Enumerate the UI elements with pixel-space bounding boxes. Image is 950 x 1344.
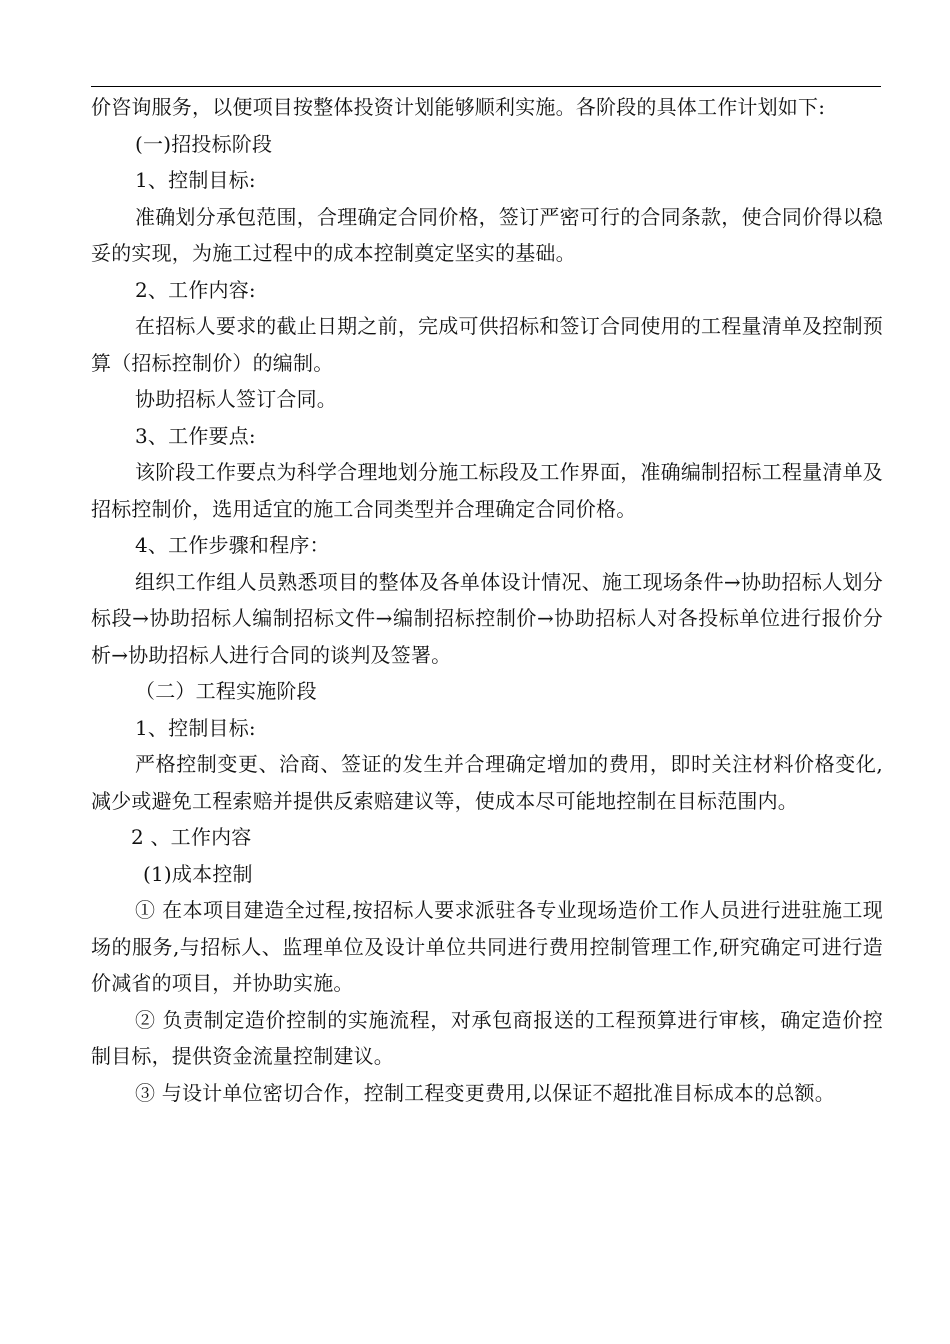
paragraph-assist-contract: 协助招标人签订合同。 [135, 387, 337, 411]
paragraph-work-content: 在招标人要求的截止日期之前，完成可供招标和签订合同使用的工程量清单及控制预算（招标控制价）的编制。 [91, 314, 883, 375]
subheading-work-steps: 4、工作步骤和程序： [135, 533, 330, 557]
paragraph-continuation: 价咨询服务，以便项目按整体投资计划能够顺利实施。各阶段的具体工作计划如下: [91, 95, 826, 119]
paragraph-work-points: 该阶段工作要点为科学合理地划分施工标段及工作界面，准确编制招标工程量清单及招标控制价，选用适宜的施工合同类型并合理确定合同价格。 [91, 460, 883, 521]
paragraph-control-goal-2: 严格控制变更、洽商、签证的发生并合理确定增加的费用，即时关注材料价格变化,减少或避免工程索赔并提供反索赔建议等，使成本尽可能地控制在目标范围内。 [91, 752, 883, 813]
paragraph-item-2: ② 负责制定造价控制的实施流程，对承包商报送的工程预算进行审核，确定造价控制目标，提供资金流量控制建议。 [91, 1007, 883, 1068]
subheading-work-content-2: 2 、工作内容 [131, 825, 252, 849]
paragraph-control-goal: 准确划分承包范围，合理确定合同价格，签订严密可行的合同条款，使合同价得以稳妥的实现，为施工过程中的成本控制奠定坚实的基础。 [91, 204, 883, 265]
section-heading-implementation: （二）工程实施阶段 [135, 679, 317, 703]
paragraph-item-1: ① 在本项目建造全过程,按招标人要求派驻各专业现场造价工作人员进行进驻施工现场的服务,与招标人、监理单位及设计单位共同进行费用控制管理工作,研究确定可进行造价减省的项目，并协助实施。 [91, 898, 883, 995]
section-heading-bidding: (一)招投标阶段 [135, 131, 273, 156]
header-rule [91, 86, 881, 87]
subheading-work-content: 2、工作内容: [135, 277, 256, 302]
document-body [91, 89, 883, 1111]
subheading-control-goal-2: 1、控制目标: [135, 715, 256, 740]
paragraph-work-steps: 组织工作组人员熟悉项目的整体及各单体设计情况、施工现场条件→协助招标人划分标段→协助招标人编制招标文件→编制招标控制价→协助招标人对各投标单位进行报价分析→协助招标人进行合同的谈判及签署。 [91, 569, 883, 667]
subheading-work-points: 3、工作要点: [135, 423, 256, 448]
paragraph-item-3: ③ 与设计单位密切合作，控制工程变更费用,以保证不超批准目标成本的总额。 [135, 1080, 835, 1105]
subheading-cost-control: (1)成本控制 [143, 861, 253, 886]
subheading-control-goal: 1、控制目标: [135, 168, 256, 192]
